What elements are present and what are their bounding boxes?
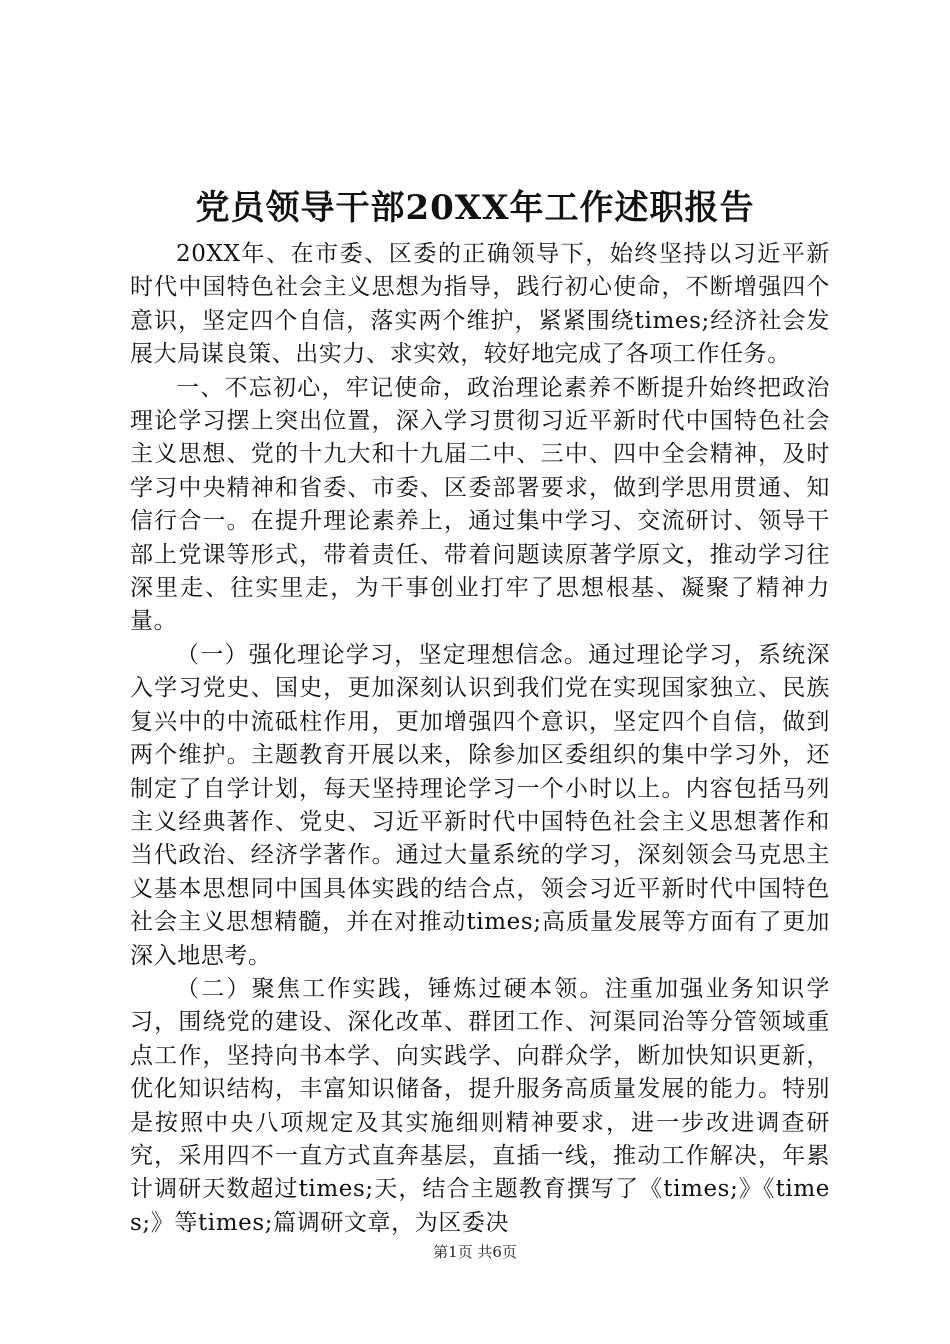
paragraph-intro: 20XX年、在市委、区委的正确领导下，始终坚持以习近平新时代中国特色社会主义思想为指导，践行初心使命，不断增强四个意识，坚定四个自信，落实两个维护，紧紧围绕times;经济社会发展大局谋良策、出实力、求实效，较好地完成了各项工作任务。: [130, 241, 830, 368]
page-number-footer: 第1页 共6页: [433, 1243, 517, 1261]
paragraph-subsection-one: （一）强化理论学习，坚定理想信念。通过理论学习，系统深入学习党史、国史，更加深刻认识到我们党在实现国家独立、民族复兴中的中流砥柱作用，更加增强四个意识，坚定四个自信，做到两个维护。主题教育开展以来，除参加区委组织的集中学习外，还制定了自学计划，每天坚持理论学习一个小时以上。内容包括马列主义经典著作、党史、习近平新时代中国特色社会主义思想著作和当代政治、经济学著作。通过大量系统的学习，深刻领会马克思主义基本思想同中国具体实践的结合点，领会习近平新时代中国特色社会主义思想精髓，并在对推动times;高质量发展等方面有了更加深入地思考。: [130, 641, 830, 969]
document-title: 党员领导干部20XX年工作述职报告: [195, 188, 755, 228]
paragraph-section-one: 一、不忘初心，牢记使命，政治理论素养不断提升始终把政治理论学习摆上突出位置，深入学习贯彻习近平新时代中国特色社会主义思想、党的十九大和十九届二中、三中、四中全会精神，及时学习中央精神和省委、市委、区委部署要求，做到学思用贯通、知信行合一。在提升理论素养上，通过集中学习、交流研讨、领导干部上党课等形式，带着责任、带着问题读原著学原文，推动学习往深里走、往实里走，为干事创业打牢了思想根基、凝聚了精神力量。: [130, 374, 830, 635]
paragraph-subsection-two: （二）聚焦工作实践，锤炼过硬本领。注重加强业务知识学习，围绕党的建设、深化改革、群团工作、河渠同治等分管领域重点工作，坚持向书本学、向实践学、向群众学，断加快知识更新，优化知识结构，丰富知识储备，提升服务高质量发展的能力。特别是按照中央八项规定及其实施细则精神要求，进一步改进调查研究，采用四不一直方式直奔基层，直插一线，推动工作解决，年累计调研天数超过times;天，结合主题教育撰写了《times;》《times;》等times;篇调研文章，为区委决: [130, 975, 830, 1236]
document-body: [130, 238, 830, 1240]
